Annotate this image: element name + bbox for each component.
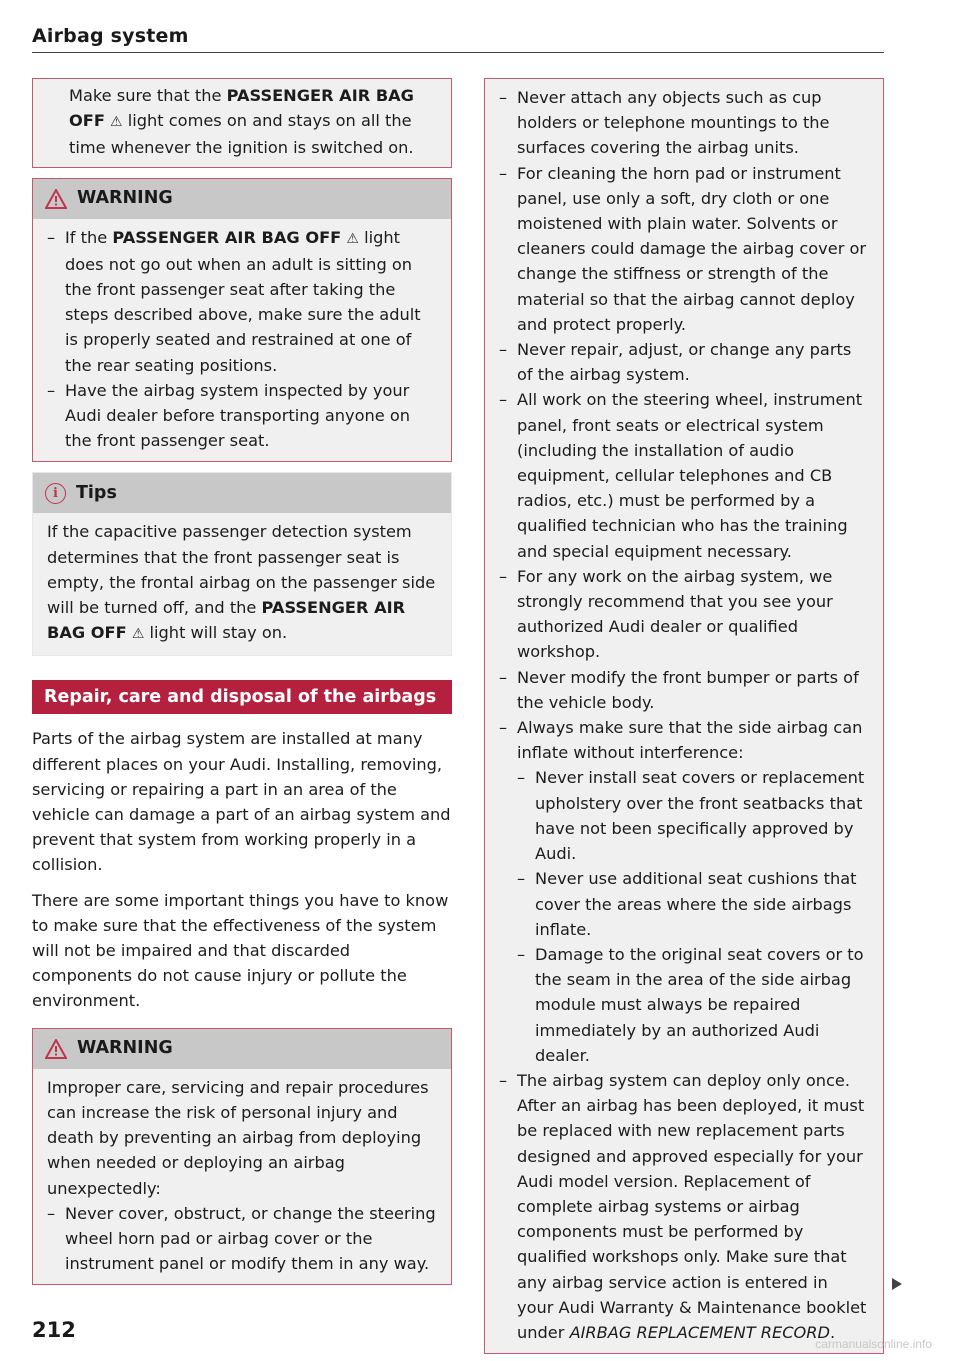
warning-heading-2: WARNING xyxy=(77,1038,173,1059)
section-paragraph-1: Parts of the airbag system are installed at many different places on your Audi. Installing, removing, servicing or repairing a part in an area of the vehicle can damage a part of an airbag system and prevent that system from working properly in a collision. xyxy=(32,729,451,875)
tips-text-c: light will stay on. xyxy=(144,623,288,643)
deploy-once-text: The airbag system can deploy only once. After an airbag has been deployed, it must be replaced with new replacement parts designed and approved especially for your Audi model version. Replacement of complete airbag systems or airbag components must be performed by qualified workshops only. Make sure that any airbag service action is entered in your Audi Warranty & Maintenance booklet under xyxy=(517,1070,867,1342)
passenger-airbag-off-icon: ⚠ xyxy=(110,114,123,131)
list-item: – Have the airbag system inspected by your Audi dealer before transporting anyone on the front passenger seat. xyxy=(47,378,437,454)
airbag-replacement-record-ref: AIRBAG REPLACEMENT RECORD xyxy=(569,1322,830,1342)
warning-1-indicator-name: PASSENGER AIR BAG OFF xyxy=(112,227,342,247)
list-item: – Never install seat covers or replacement upholstery over the front seatbacks that have not been specifically approved by Audi. xyxy=(517,765,869,866)
list-item: – Never use additional seat cushions that cover the areas where the side airbags inflate. xyxy=(517,866,869,942)
list-item: – For cleaning the horn pad or instrument panel, use only a soft, dry cloth or one moistened with plain water. Solvents or cleaners could damage the airbag cover or change the stiffness or strength of the material so that the airbag cannot deploy and protect properly. xyxy=(499,161,869,337)
warning-1-list xyxy=(47,225,437,454)
list-item: – Damage to the original seat covers or to the seam in the area of the side airbag module must always be repaired immediately by an authorized Audi dealer. xyxy=(517,942,869,1068)
list-item xyxy=(499,1068,869,1345)
warning-triangle-icon xyxy=(45,189,67,209)
section-paragraph-2: There are some important things you have to know to make sure that the effectiveness of the system will not be impaired and that discarded components do not cause injury or pollute the environment. xyxy=(32,890,449,1011)
warning-heading-1: WARNING xyxy=(77,188,173,208)
list-item: – Never modify the front bumper or parts of the vehicle body. xyxy=(499,665,869,715)
passenger-airbag-off-icon: ⚠ xyxy=(346,230,359,247)
list-item: – All work on the steering wheel, instrument panel, front seats or electrical system (including the installation of audio equipment, cellular telephones and CB radios, etc.) must be performed by a qualified technician who has the training and special equipment necessary. xyxy=(499,387,869,563)
warning-2-continuation-box xyxy=(484,78,884,1354)
intro-text-2: light comes on and stays on all the time whenever the ignition is switched on. xyxy=(69,111,414,158)
tips-heading: Tips xyxy=(76,482,117,503)
warning-2-intro: Improper care, servicing and repair procedures can increase the risk of personal injury and death by preventing an airbag from deploying when needed or deploying an airbag unexpectedly: xyxy=(47,1077,429,1198)
section-title-bar: Repair, care and disposal of the airbags xyxy=(32,680,452,714)
warning-1-item-1-text-c: light does not go out when an adult is sitting on the front passenger seat after taking the steps described above, make sure the adult is properly seated and restrained at one of the rear seating positions. xyxy=(65,227,421,375)
header-divider xyxy=(32,52,884,53)
warning-box-1 xyxy=(32,178,452,463)
list-item xyxy=(47,225,437,378)
watermark: carmanualsonline.info xyxy=(815,1337,932,1351)
side-airbag-intro: Always make sure that the side airbag can inflate without interference: xyxy=(517,718,863,763)
tips-body xyxy=(33,513,451,655)
list-item: – Never cover, obstruct, or change the steering wheel horn pad or airbag cover or the instrument panel or modify them in any way. xyxy=(47,1201,437,1277)
list-item: – Never attach any objects such as cup holders or telephone mountings to the surfaces covering the airbag units. xyxy=(499,85,869,161)
tips-box xyxy=(32,472,452,656)
intro-text-1: Make sure that the xyxy=(69,86,227,105)
next-page-arrow-icon[interactable] xyxy=(892,1278,902,1290)
tips-header xyxy=(33,473,451,513)
warning-header-2 xyxy=(33,1029,451,1069)
page-header-title: Airbag system xyxy=(32,25,189,47)
page-number: 212 xyxy=(32,1318,76,1342)
warning-1-item-1-text-a: If the xyxy=(65,227,113,247)
list-item xyxy=(499,715,869,1068)
tips-indicator-name: PASSENGER AIR BAG OFF xyxy=(47,598,406,643)
info-icon: i xyxy=(45,483,66,504)
tips-text-a: If the capacitive passenger detection system determines that the front passenger seat is empty, the frontal airbag on the passenger side will be turned off, and the xyxy=(47,522,436,618)
list-item: – For any work on the airbag system, we strongly recommend that you see your authorized Audi dealer or qualified workshop. xyxy=(499,564,869,665)
intro-indicator-name: PASSENGER AIR BAG OFF xyxy=(69,86,414,131)
side-airbag-sublist xyxy=(517,765,869,1067)
left-column xyxy=(32,78,452,1285)
deploy-once-end: . xyxy=(829,1322,836,1342)
intro-note-box xyxy=(32,78,452,168)
list-item: – Never repair, adjust, or change any parts of the airbag system. xyxy=(499,337,869,387)
passenger-airbag-off-icon: ⚠ xyxy=(131,626,145,643)
warning-2-list xyxy=(47,1201,437,1277)
warning-triangle-icon xyxy=(45,1039,67,1059)
warning-box-2 xyxy=(32,1028,452,1286)
right-column xyxy=(484,78,884,1354)
warning-2-continued-list xyxy=(499,85,869,1345)
warning-header-1 xyxy=(33,179,451,219)
